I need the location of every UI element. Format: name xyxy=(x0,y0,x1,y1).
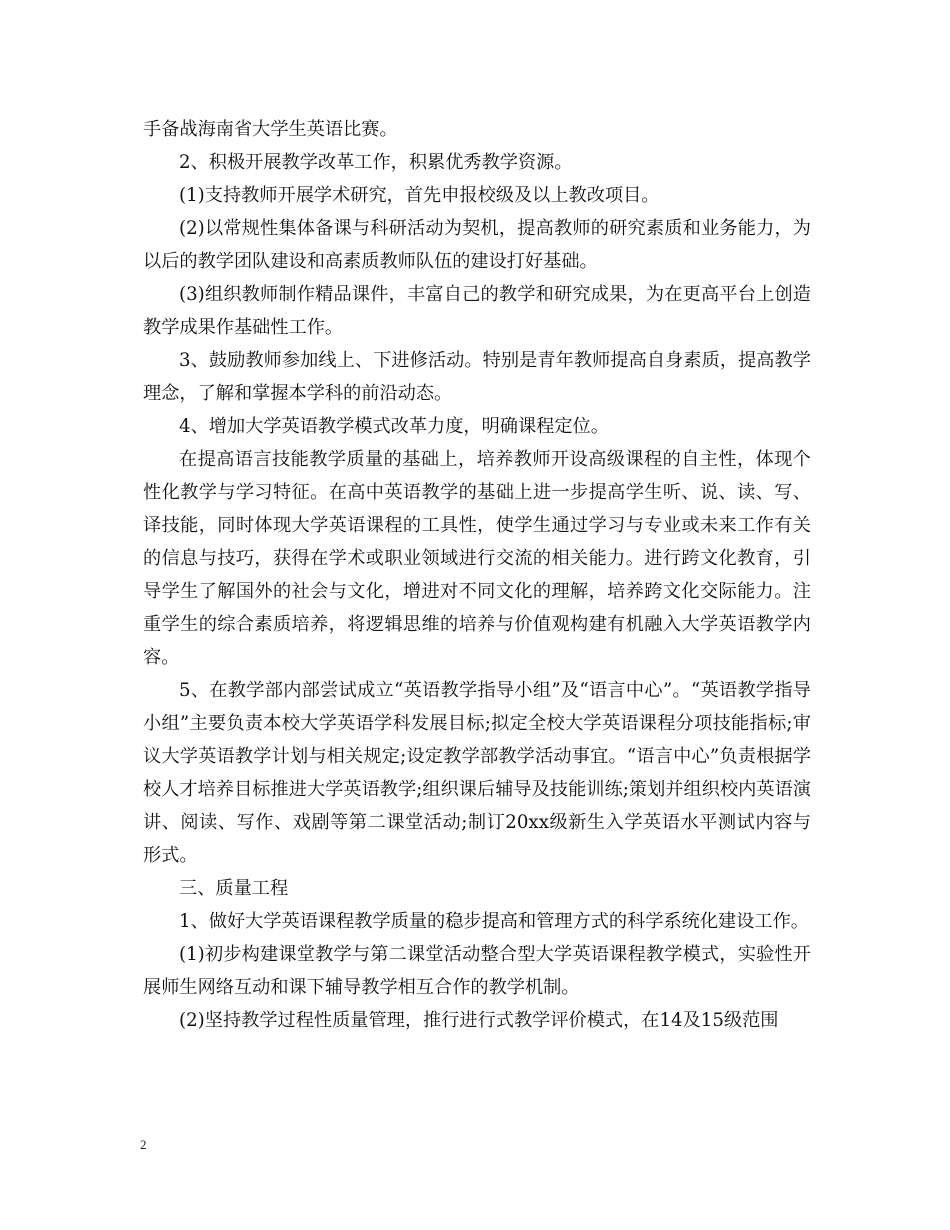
paragraph-quality-1-2: (2)坚持教学过程性质量管理，推行进行式教学评价模式，在14及15级范围 xyxy=(179,1010,779,1031)
paragraph-quality-1-1: (1)初步构建课堂教学与第二课堂活动整合型大学英语课程教学模式，实验性开展师生网络互动和课下辅导教学相互合作的教学机制。 xyxy=(143,944,811,998)
paragraph-item-3: 3、鼓励教师参加线上、下进修活动。特别是青年教师提高自身素质，提高教学理念，了解和掌握本学科的前沿动态。 xyxy=(143,350,811,404)
paragraph-item-4-body: 在提高语言技能教学质量的基础上，培养教师开设高级课程的自主性，体现个性化教学与学习特征。在高中英语教学的基础上进一步提高学生听、说、读、写、译技能，同时体现大学英语课程的工具性，使学生通过学习与专业或未来工作有关的信息与技巧，获得在学术或职业领域进行交流的相关能力。进行跨文化教育，引导学生了解国外的社会与文化，增进对不同文化的理解，培养跨文化交际能力。注重学生的综合素质培养，将逻辑思维的培养与价值观构建有机融入大学英语教学内容。 xyxy=(143,449,811,668)
paragraph-item-5: 5、在教学部内部尝试成立“英语教学指导小组”及“语言中心”。“英语教学指导小组”主要负责本校大学英语学科发展目标;拟定全校大学英语课程分项技能指标;审议大学英语教学计划与相关规定;设定教学部教学活动事宜。“语言中心”负责根据学校人才培养目标推进大学英语教学;组织课后辅导及技能训练;策划并组织校内英语演讲、阅读、写作、戏剧等第二课堂活动;制订20xx级新生入学英语水平测试内容与形式。 xyxy=(143,680,811,866)
paragraph-quality-1: 1、做好大学英语课程教学质量的稳步提高和管理方式的科学系统化建设工作。 xyxy=(179,911,809,932)
body-text xyxy=(143,113,811,1037)
paragraph-continuation: 手备战海南省大学生英语比赛。 xyxy=(143,119,398,140)
paragraph-item-2-3: (3)组织教师制作精品课件，丰富自己的教学和研究成果，为在更高平台上创造教学成果作基础性工作。 xyxy=(143,284,811,338)
paragraph-item-2-2: (2)以常规性集体备课与科研活动为契机，提高教师的研究素质和业务能力，为以后的教学团队建设和高素质教师队伍的建设打好基础。 xyxy=(143,218,811,272)
paragraph-item-2-1: (1)支持教师开展学术研究，首先申报校级及以上教改项目。 xyxy=(179,185,660,206)
section-heading-quality: 三、质量工程 xyxy=(179,878,289,899)
paragraph-item-2: 2、积极开展教学改革工作，积累优秀教学资源。 xyxy=(179,152,573,173)
paragraph-item-4: 4、增加大学英语教学模式改革力度，明确课程定位。 xyxy=(179,416,609,437)
page-number: 2 xyxy=(140,1137,147,1152)
